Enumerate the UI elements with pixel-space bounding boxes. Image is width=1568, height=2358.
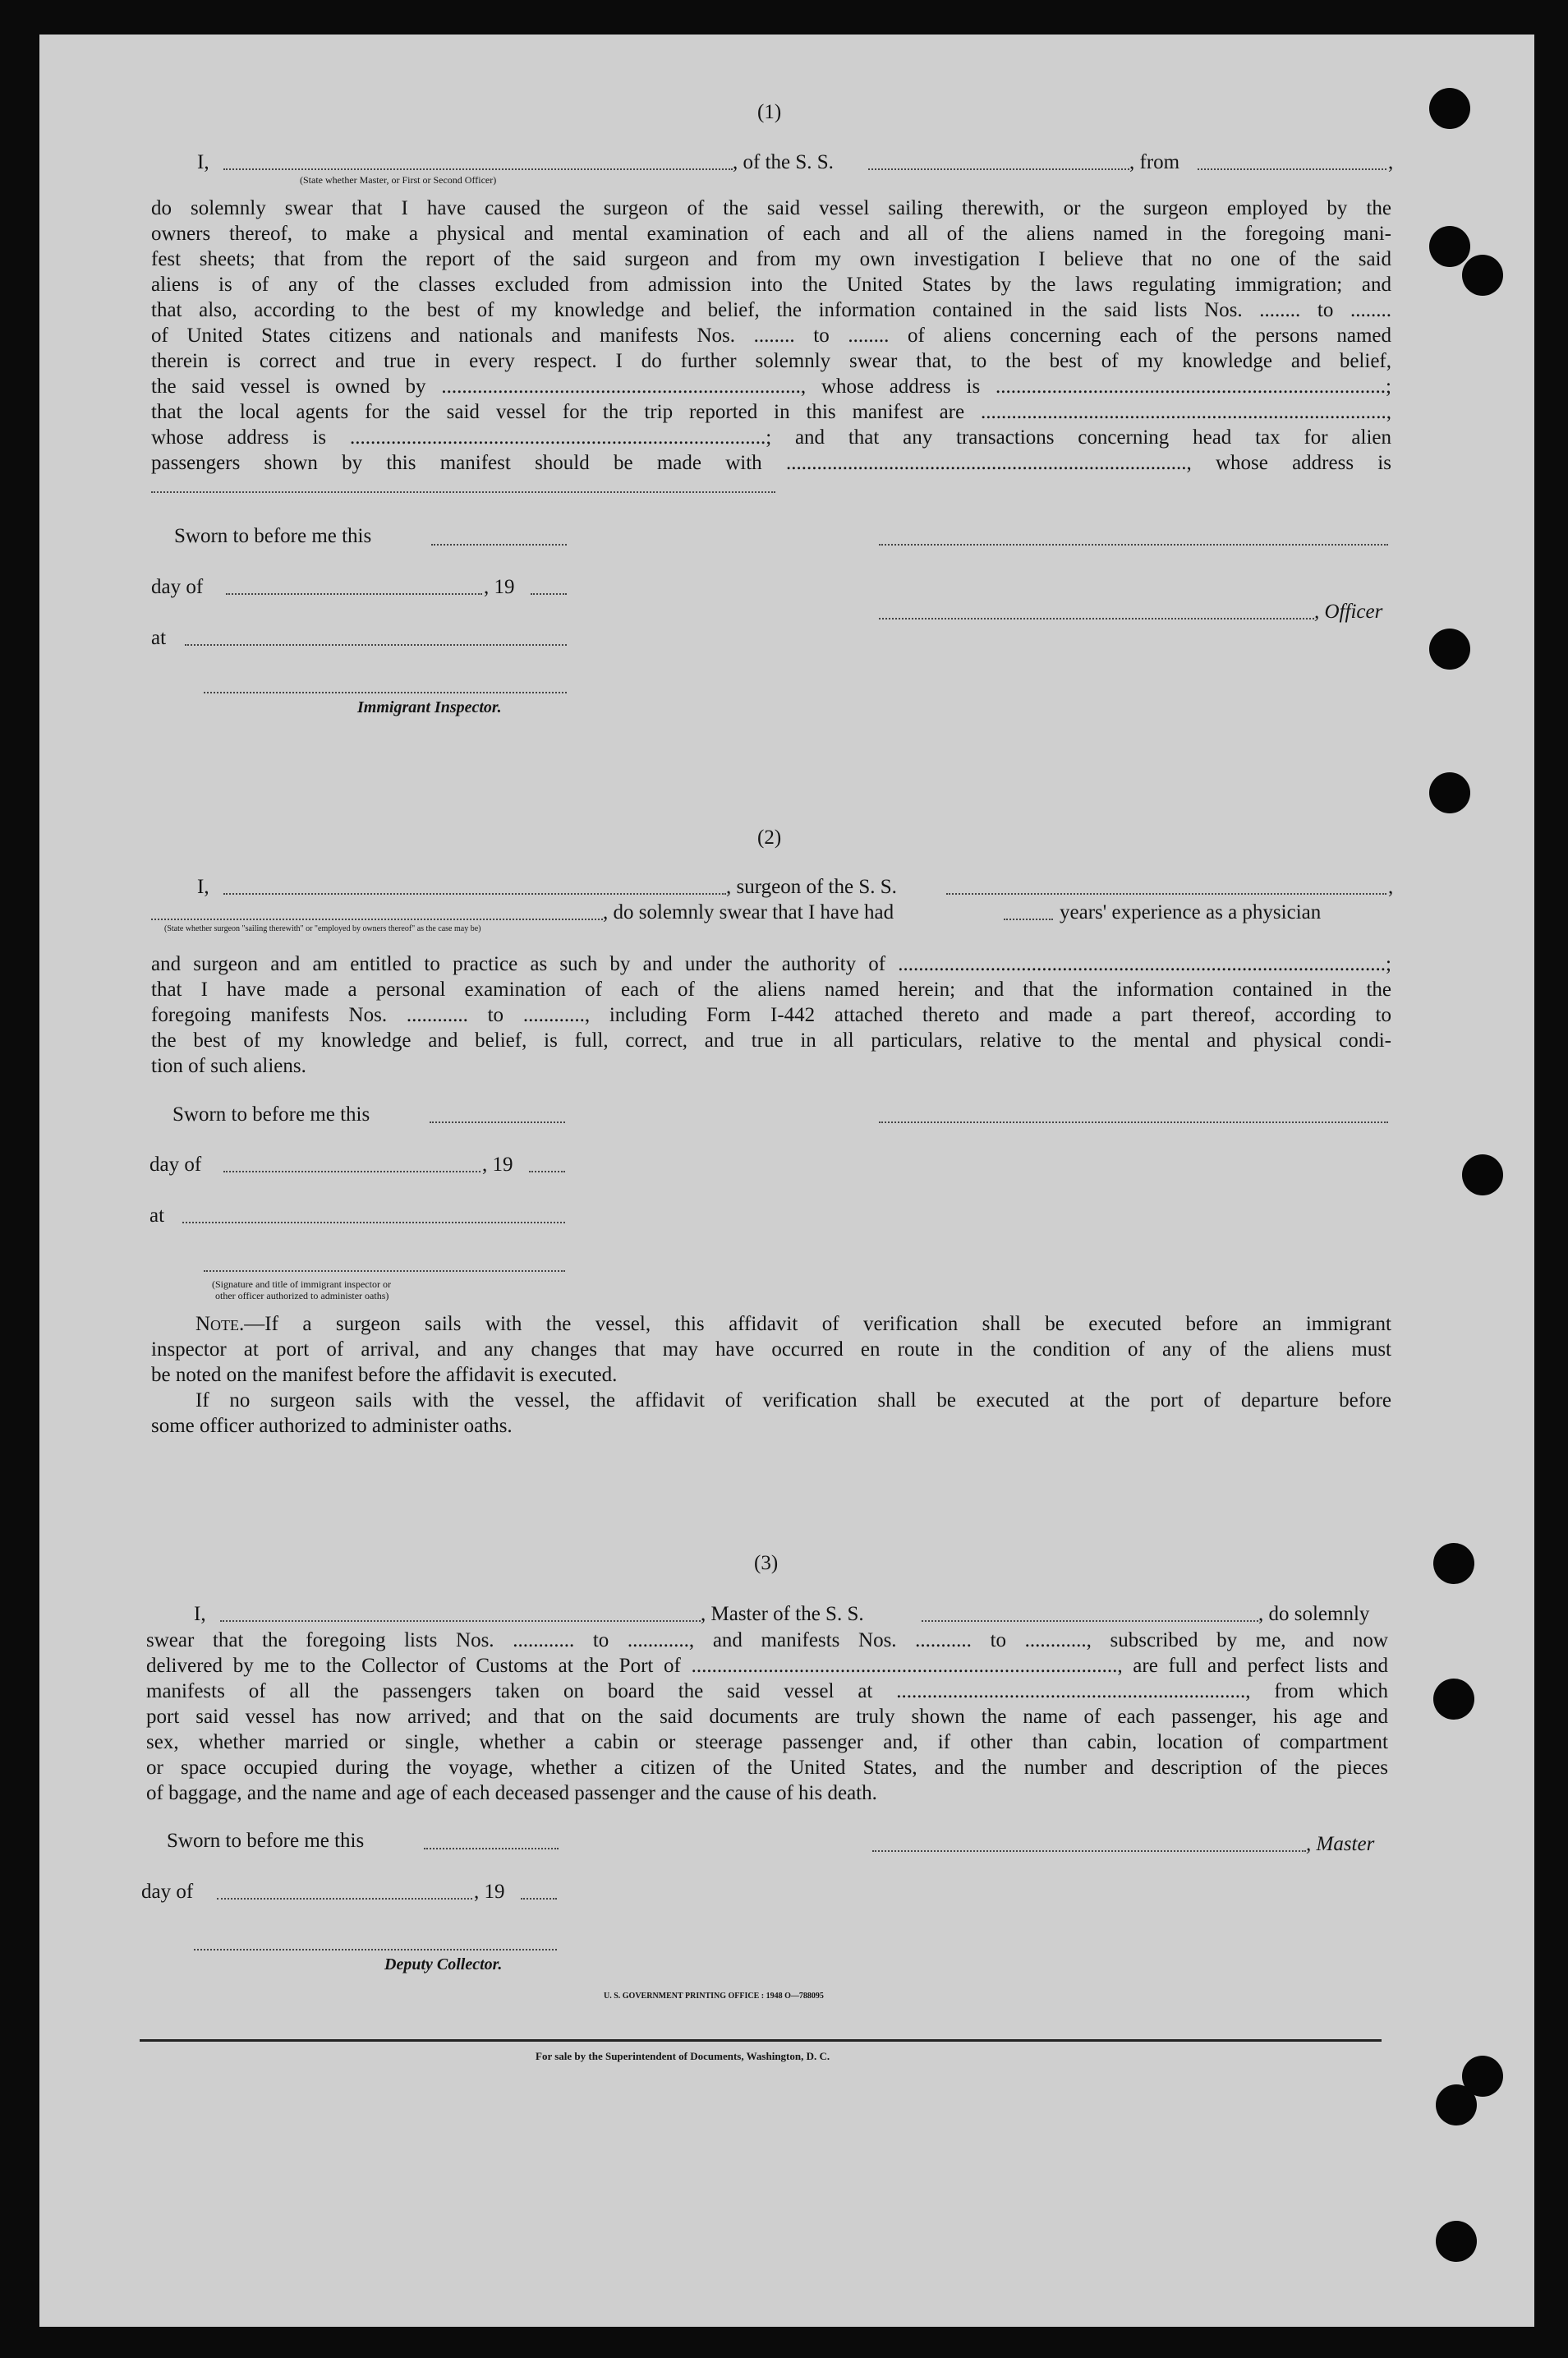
s3-line: delivered by me to the Collector of Customs at the Port of ..................................................................................., are full and perfect lists and [146,1655,1388,1677]
s3-collector-field[interactable] [194,1949,557,1950]
s1-inspector-field[interactable] [204,692,567,693]
s1-line: passengers shown by this manifest should be made with .............................................................................., whose address is [151,452,1391,474]
punch-hole [1436,2221,1477,2262]
s1-line: of United States citizens and nationals and manifests Nos. ........ to ........ of aliens concerning each of the persons named [151,325,1391,347]
s2-note-line: inspector at port of arrival, and any changes that may have occurred en route in the condition of any of the aliens must [151,1338,1391,1361]
s2-note [151,1311,1391,1439]
s2-swear-label: , do solemnly swear that I have had [603,901,894,923]
s2-hint: (State whether surgeon "sailing therewith" or "employed by owners thereof" as the case may be) [164,924,481,933]
s3-line: sex, whether married or single, whether a cabin or steerage passenger and, if other than cabin, location of compartment [146,1731,1388,1753]
s2-note2-text: If no surgeon sails with the vessel, the affidavit of verification shall be executed at the port of departure before [195,1389,1391,1412]
punch-hole [1436,2084,1477,2125]
footer-rule [140,2039,1382,2042]
s3-master-label: , Master of the S. S. [701,1603,864,1625]
s1-line: owners thereof, to make a physical and mental examination of each and all of the aliens named in the foregoing mani- [151,223,1391,245]
s1-hint: (State whether Master, or First or Second Officer) [300,174,497,186]
gpo-imprint: U. S. GOVERNMENT PRINTING OFFICE : 1948 O—788095 [604,1992,824,2001]
s3-year-field[interactable] [521,1898,557,1900]
section-2-number: (2) [757,827,782,849]
s1-sworn-label: Sworn to before me this [174,525,372,547]
s3-year-label: , 19 [474,1881,505,1903]
s3-sworn-label: Sworn to before me this [167,1830,365,1852]
s3-master-name-field[interactable] [220,1620,701,1622]
punch-hole [1429,772,1470,813]
s2-status-field[interactable] [151,919,603,920]
s3-line: port said vessel has now arrived; and that on the said documents are truly shown the name of each passenger, his age and [146,1706,1388,1728]
s3-line: manifests of all the passengers taken on board the said vessel at ...................................................................., from which [146,1680,1388,1702]
s1-continuation-field[interactable] [151,491,775,493]
punch-hole [1429,226,1470,267]
s1-line: aliens is of any of the classes excluded from admission into the United States by the laws regulating immigration; and [151,274,1391,296]
s2-note-line: be noted on the manifest before the affidavit is executed. [151,1364,618,1386]
s2-note-line: some officer authorized to administer oaths. [151,1415,513,1437]
s1-year-field[interactable] [531,593,567,595]
s2-note-line [151,1388,1391,1413]
s1-officer-label: , Officer [1314,601,1383,623]
s2-sig-hint-2: other officer authorized to administer oaths) [215,1290,389,1301]
s3-line: of baggage, and the name and age of each deceased passenger and the cause of his death. [146,1782,877,1804]
s1-line: fest sheets; that from the report of the said surgeon and from my own investigation I believe that no one of the said [151,248,1391,270]
s1-of-ss-label: , of the S. S. [733,151,834,173]
s3-master-sig-label: , Master [1306,1833,1375,1855]
s1-sworn-field[interactable] [431,544,567,546]
s1-line: that also, according to the best of my knowledge and belief, the information contained in the said lists Nos. ........ to ........ [151,299,1391,321]
s2-at-label: at [149,1204,165,1227]
s1-signature-field[interactable] [879,544,1388,546]
s2-year-field[interactable] [529,1171,565,1172]
s3-day-field[interactable] [217,1898,472,1900]
s2-signature-field[interactable] [879,1121,1388,1123]
punch-hole [1429,88,1470,129]
s1-line: do solemnly swear that I have caused the surgeon of the said vessel sailing therewith, or the surgeon employed by the [151,197,1391,219]
s2-line: tion of such aliens. [151,1055,306,1077]
s1-day-label: day of [151,576,204,598]
s1-at-label: at [151,627,167,649]
s1-line: whose address is .................................................................................; and that any transactions concerning head tax for alien [151,426,1391,449]
s3-collector-label: Deputy Collector. [384,1955,503,1973]
s2-vessel-field[interactable] [946,893,1386,895]
s3-vessel-field[interactable] [922,1620,1258,1622]
s2-day-field[interactable] [223,1171,481,1172]
s1-from-field[interactable] [1198,168,1386,170]
s2-i-label: I, [197,876,209,898]
s2-surgeon-label: , surgeon of the S. S. [726,876,897,898]
s2-year-label: , 19 [482,1154,513,1176]
s3-line: or space occupied during the voyage, whether a citizen of the United States, and the number and description of the pieces [146,1757,1388,1779]
punch-hole [1433,1543,1474,1584]
s2-surgeon-name-field[interactable] [223,893,726,895]
s1-officer-rank-field[interactable] [223,168,733,170]
s2-sworn-label: Sworn to before me this [172,1103,370,1126]
s1-year-label: , 19 [484,576,515,598]
note-heading: Note. [195,1313,245,1335]
s3-line: swear that the foregoing lists Nos. ............ to ............, and manifests Nos. ........... to ............, subscribed by me, and now [146,1629,1388,1651]
s2-oath-paragraph [151,951,1391,1079]
s1-from-label: , from [1129,151,1180,173]
s2-years-field[interactable] [1004,919,1053,920]
s1-officer-field[interactable] [879,618,1314,619]
s1-line: that the local agents for the said vessel for the trip reported in this manifest are ..............................................................................., [151,401,1391,423]
s2-note-text: —If a surgeon sails with the vessel, this affidavit of verification shall be executed before an immigrant [244,1313,1391,1335]
s3-i-label: I, [194,1603,206,1625]
punch-hole [1462,1154,1503,1195]
s2-years-label: years' experience as a physician [1060,901,1322,923]
s2-inspector-field[interactable] [204,1270,565,1272]
s2-sig-hint-1: (Signature and title of immigrant inspector or [212,1278,391,1290]
s1-line: the said vessel is owned by ......................................................................, whose address is ............................................................................; [151,375,1391,398]
s1-i-label: I, [197,151,209,173]
s1-inspector-label: Immigrant Inspector. [357,698,502,716]
section-1-number: (1) [757,101,782,123]
punch-hole [1433,1679,1474,1720]
s3-oath-paragraph [146,1628,1388,1806]
punch-hole [1462,255,1503,296]
s1-at-field[interactable] [185,644,567,646]
s2-line: foregoing manifests Nos. ............ to ............, including Form I-442 attached thereto and made a part thereof, according to [151,1004,1391,1026]
s3-sworn-field[interactable] [424,1848,559,1849]
s1-day-field[interactable] [226,593,482,595]
s2-sworn-field[interactable] [430,1121,565,1123]
s1-line: therein is correct and true in every respect. I do further solemnly swear that, to the best of my knowledge and belief, [151,350,1391,372]
s1-vessel-field[interactable] [868,168,1129,170]
section-3-number: (3) [754,1552,779,1574]
s2-comma: , [1388,876,1394,898]
s3-day-label: day of [141,1881,194,1903]
s2-line: that I have made a personal examination of each of the aliens named herein; and that the information contained in the [151,979,1391,1001]
sale-notice: For sale by the Superintendent of Documents, Washington, D. C. [536,2050,830,2062]
s1-oath-paragraph [151,196,1391,476]
punch-hole [1429,629,1470,670]
s2-line: the best of my knowledge and belief, is full, correct, and true in all particulars, relative to the mental and physical condi- [151,1029,1391,1052]
s1-comma: , [1388,151,1394,173]
s2-at-field[interactable] [182,1222,565,1223]
s2-line: and surgeon and am entitled to practice as such by and under the authority of ...............................................................................................; [151,953,1391,975]
s2-note-line [151,1311,1391,1337]
s2-day-label: day of [149,1154,202,1176]
s3-master-signature-field[interactable] [872,1850,1306,1852]
s3-swear-label: , do solemnly [1258,1603,1370,1625]
